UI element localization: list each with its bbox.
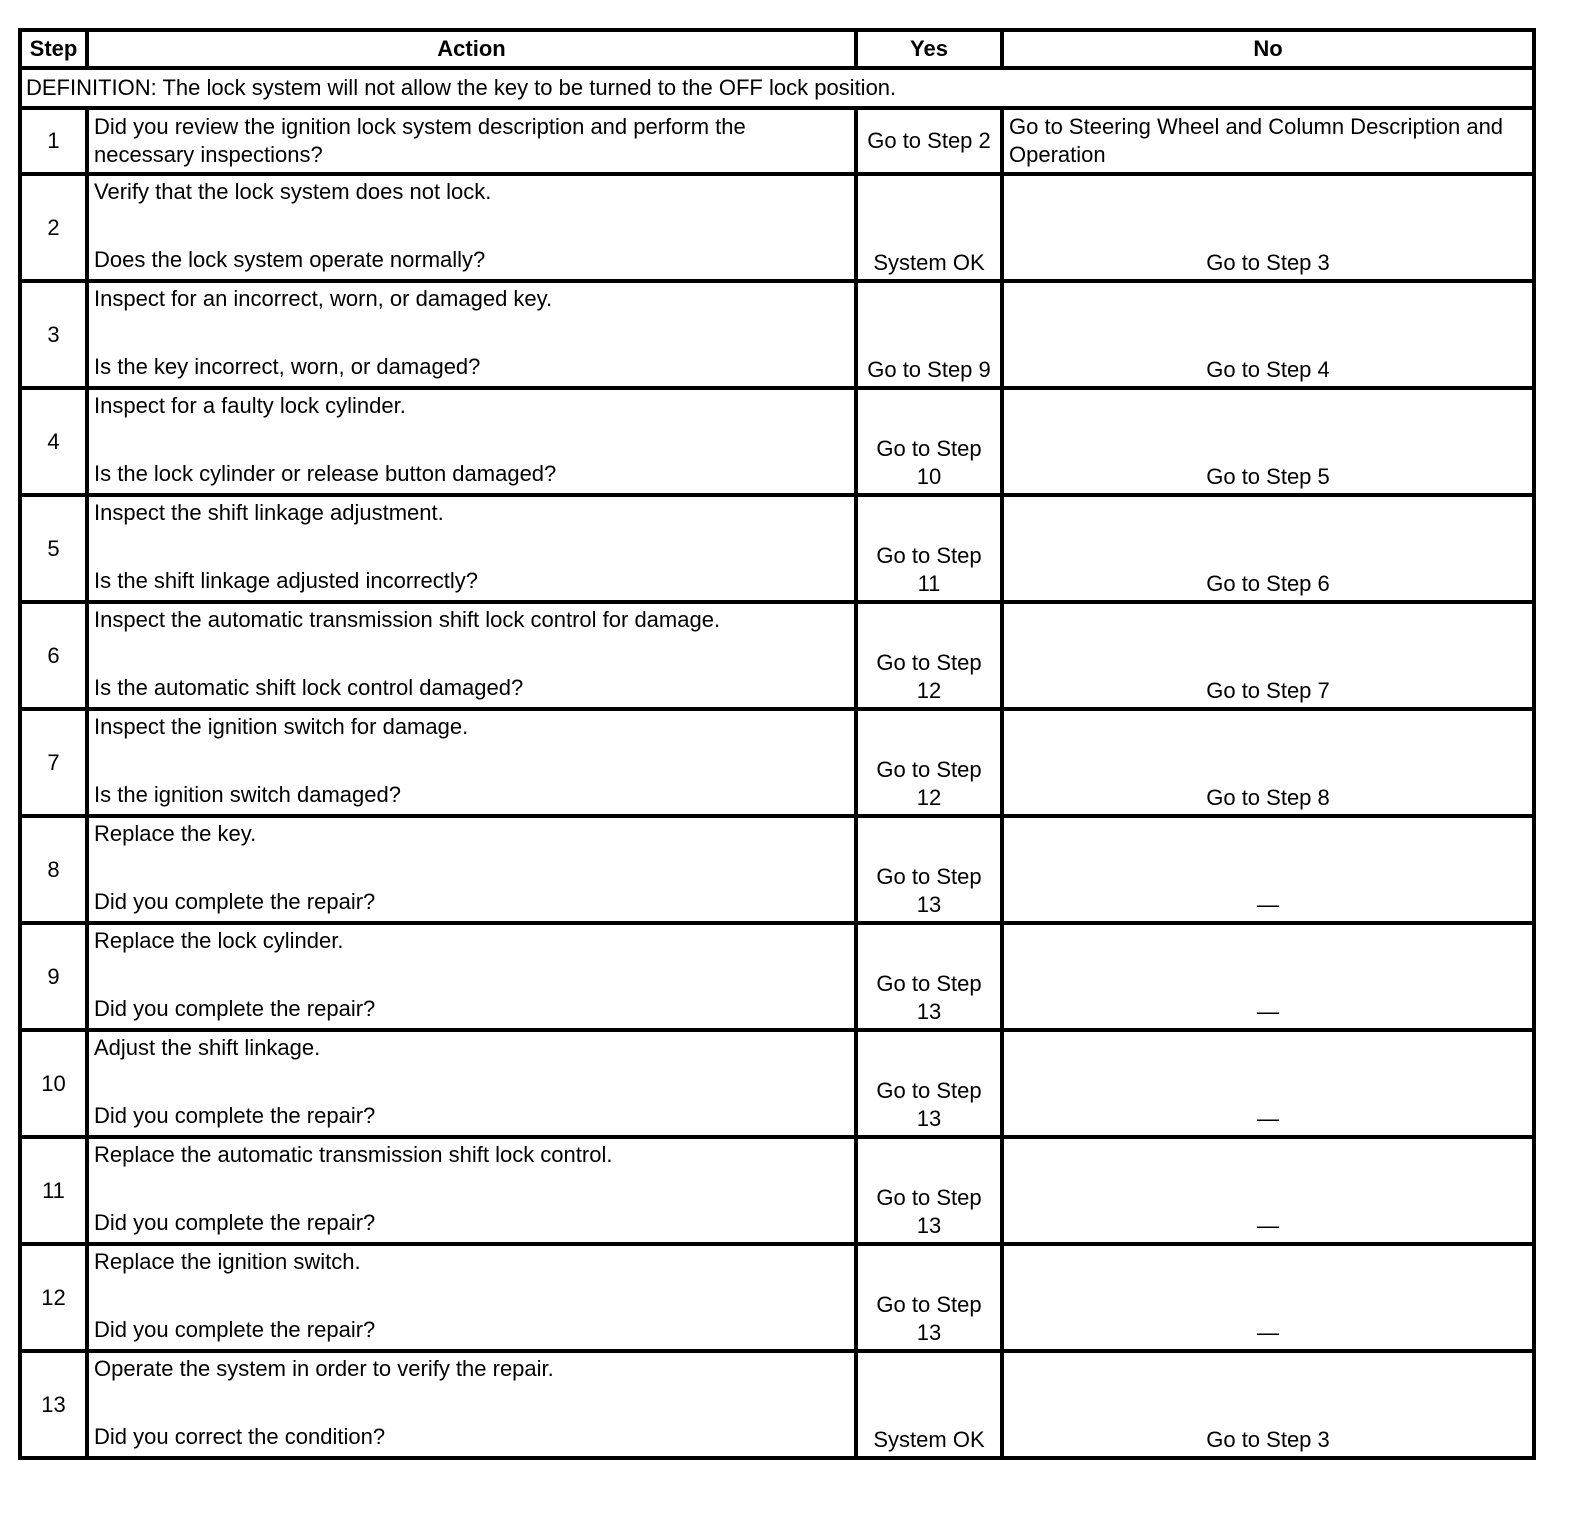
yes-cell xyxy=(856,281,1002,388)
diagnostic-table xyxy=(18,28,1536,1460)
action-cell xyxy=(87,816,856,923)
table-row xyxy=(20,923,1534,1030)
no-link: Go to Step 5 xyxy=(1206,464,1330,489)
yes-link: System OK xyxy=(873,250,985,275)
action-question: Is the key incorrect, worn, or damaged? xyxy=(94,354,481,379)
step-number: 4 xyxy=(20,388,87,495)
action-question: Did you complete the repair? xyxy=(94,1317,376,1342)
action-cell xyxy=(87,388,856,495)
step-number: 10 xyxy=(20,1030,87,1137)
table-row xyxy=(20,388,1534,495)
yes-cell xyxy=(856,709,1002,816)
no-link: Go to Step 7 xyxy=(1206,678,1330,703)
table-row xyxy=(20,495,1534,602)
yes-link: Go to Step 13 xyxy=(876,864,982,917)
no-link: — xyxy=(1257,1320,1279,1345)
step-number: 8 xyxy=(20,816,87,923)
yes-cell xyxy=(856,602,1002,709)
no-link: — xyxy=(1257,1213,1279,1238)
action-text: Replace the automatic transmission shift lock control. xyxy=(94,1142,613,1167)
yes-link: Go to Step 2 xyxy=(867,128,991,153)
table-row xyxy=(20,108,1534,174)
no-link: — xyxy=(1257,892,1279,917)
table-row xyxy=(20,1351,1534,1458)
definition-row xyxy=(20,68,1534,108)
header-row xyxy=(20,30,1534,68)
no-cell xyxy=(1002,1244,1534,1351)
yes-link: Go to Step 13 xyxy=(876,1078,982,1131)
action-question: Did you complete the repair? xyxy=(94,996,376,1021)
action-text: Inspect for a faulty lock cylinder. xyxy=(94,393,406,418)
action-text: Operate the system in order to verify the repair. xyxy=(94,1356,554,1381)
step-number: 13 xyxy=(20,1351,87,1458)
action-text: Inspect the ignition switch for damage. xyxy=(94,714,469,739)
yes-cell xyxy=(856,923,1002,1030)
action-text: Inspect the shift linkage adjustment. xyxy=(94,500,444,525)
no-cell xyxy=(1002,495,1534,602)
step-number: 11 xyxy=(20,1137,87,1244)
yes-link: Go to Step 12 xyxy=(876,757,982,810)
action-cell xyxy=(87,1244,856,1351)
action-question: Is the ignition switch damaged? xyxy=(94,782,401,807)
action-text: Replace the ignition switch. xyxy=(94,1249,361,1274)
no-link: Go to Step 4 xyxy=(1206,357,1330,382)
action-question: Does the lock system operate normally? xyxy=(94,247,486,272)
table-row xyxy=(20,602,1534,709)
yes-link: Go to Step 13 xyxy=(876,1185,982,1238)
no-link: Go to Step 8 xyxy=(1206,785,1330,810)
action-cell xyxy=(87,602,856,709)
action-cell xyxy=(87,174,856,281)
yes-link: Go to Step 9 xyxy=(867,357,991,382)
no-cell xyxy=(1002,602,1534,709)
no-cell xyxy=(1002,108,1534,174)
action-cell xyxy=(87,1137,856,1244)
header-step: Step xyxy=(20,30,87,68)
yes-cell xyxy=(856,108,1002,174)
action-text: Replace the lock cylinder. xyxy=(94,928,344,953)
step-number: 9 xyxy=(20,923,87,1030)
yes-cell xyxy=(856,1351,1002,1458)
yes-link: Go to Step 13 xyxy=(876,971,982,1024)
yes-cell xyxy=(856,1244,1002,1351)
step-number: 1 xyxy=(20,108,87,174)
action-cell xyxy=(87,281,856,388)
table-row xyxy=(20,281,1534,388)
action-question: Did you correct the condition? xyxy=(94,1424,386,1449)
no-cell xyxy=(1002,923,1534,1030)
no-link: — xyxy=(1257,999,1279,1024)
yes-link: Go to Step 11 xyxy=(876,543,982,596)
yes-cell xyxy=(856,816,1002,923)
definition-text: DEFINITION: The lock system will not allow the key to be turned to the OFF lock position. xyxy=(20,68,1534,108)
yes-cell xyxy=(856,388,1002,495)
action-cell xyxy=(87,1351,856,1458)
table-row xyxy=(20,174,1534,281)
table-row xyxy=(20,709,1534,816)
no-link: Go to Step 3 xyxy=(1206,1427,1330,1452)
no-link: — xyxy=(1257,1106,1279,1131)
action-cell xyxy=(87,108,856,174)
step-number: 12 xyxy=(20,1244,87,1351)
action-text: Inspect the automatic transmission shift lock control for damage. xyxy=(94,607,721,632)
no-cell xyxy=(1002,388,1534,495)
table-row xyxy=(20,1030,1534,1137)
no-cell xyxy=(1002,709,1534,816)
action-cell xyxy=(87,495,856,602)
action-question: Did you complete the repair? xyxy=(94,1103,376,1128)
table-row xyxy=(20,1244,1534,1351)
action-question: Did you complete the repair? xyxy=(94,889,376,914)
table-row xyxy=(20,816,1534,923)
header-no: No xyxy=(1002,30,1534,68)
action-cell xyxy=(87,709,856,816)
yes-link: Go to Step 12 xyxy=(876,650,982,703)
table-row xyxy=(20,1137,1534,1244)
action-question: Is the automatic shift lock control damaged? xyxy=(94,675,524,700)
action-question: Is the shift linkage adjusted incorrectly? xyxy=(94,568,478,593)
action-question: Did you complete the repair? xyxy=(94,1210,376,1235)
action-cell xyxy=(87,923,856,1030)
action-text: Replace the key. xyxy=(94,821,257,846)
yes-cell xyxy=(856,1137,1002,1244)
no-link: Go to Steering Wheel and Column Description and Operation xyxy=(1009,114,1504,167)
no-cell xyxy=(1002,281,1534,388)
no-cell xyxy=(1002,1030,1534,1137)
no-link: Go to Step 6 xyxy=(1206,571,1330,596)
step-number: 7 xyxy=(20,709,87,816)
no-cell xyxy=(1002,1351,1534,1458)
header-yes: Yes xyxy=(856,30,1002,68)
action-text: Inspect for an incorrect, worn, or damaged key. xyxy=(94,286,553,311)
yes-link: Go to Step 10 xyxy=(876,436,982,489)
step-number: 6 xyxy=(20,602,87,709)
yes-link: System OK xyxy=(873,1427,985,1452)
yes-link: Go to Step 13 xyxy=(876,1292,982,1345)
no-cell xyxy=(1002,816,1534,923)
step-number: 5 xyxy=(20,495,87,602)
header-action: Action xyxy=(87,30,856,68)
yes-cell xyxy=(856,495,1002,602)
yes-cell xyxy=(856,1030,1002,1137)
action-cell xyxy=(87,1030,856,1137)
step-number: 2 xyxy=(20,174,87,281)
no-link: Go to Step 3 xyxy=(1206,250,1330,275)
step-number: 3 xyxy=(20,281,87,388)
no-cell xyxy=(1002,174,1534,281)
yes-cell xyxy=(856,174,1002,281)
action-text: Adjust the shift linkage. xyxy=(94,1035,321,1060)
action-text: Verify that the lock system does not lock. xyxy=(94,179,492,204)
action-question: Is the lock cylinder or release button damaged? xyxy=(94,461,557,486)
no-cell xyxy=(1002,1137,1534,1244)
action-text: Did you review the ignition lock system description and perform the necessary inspections? xyxy=(94,114,746,167)
